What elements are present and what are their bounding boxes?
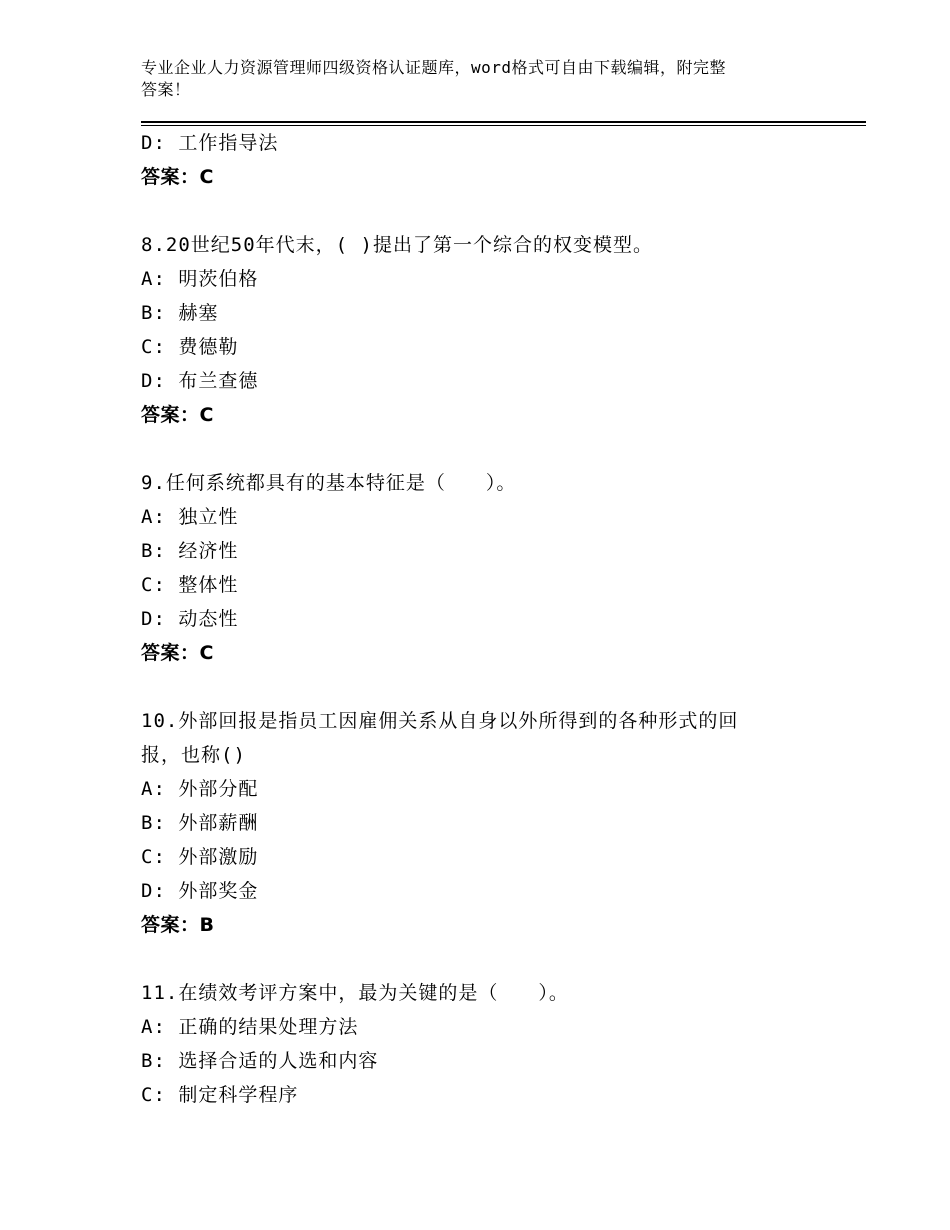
answer-q10: 答案：B	[141, 914, 215, 936]
option-a-q8: A: 明茨伯格	[141, 268, 259, 290]
option-a-q9: A: 独立性	[141, 506, 239, 528]
answer-q7: 答案：C	[141, 166, 214, 188]
answer-q8: 答案：C	[141, 404, 214, 426]
option-c-q9: C: 整体性	[141, 574, 239, 596]
header-title-line-1: 专业企业人力资源管理师四级资格认证题库，word格式可自由下载编辑，附完整	[141, 58, 727, 77]
answer-q9: 答案：C	[141, 642, 214, 664]
option-d-q10: D: 外部奖金	[141, 880, 259, 902]
question-10-line-1: 10.外部回报是指员工因雇佣关系从自身以外所得到的各种形式的回	[141, 710, 739, 732]
document-header	[141, 57, 821, 101]
spacer	[141, 942, 866, 976]
spacer	[141, 194, 866, 228]
option-a-q11: A: 正确的结果处理方法	[141, 1016, 359, 1038]
question-10-line-2: 报，也称()	[141, 744, 246, 766]
question-11: 11.在绩效考评方案中，最为关键的是（ ）。	[141, 982, 569, 1004]
option-d-q8: D: 布兰查德	[141, 370, 259, 392]
option-c-q8: C: 费德勒	[141, 336, 239, 358]
option-b-q9: B: 经济性	[141, 540, 239, 562]
option-c-q10: C: 外部激励	[141, 846, 259, 868]
question-8: 8.20世纪50年代末，( )提出了第一个综合的权变模型。	[141, 234, 653, 256]
option-c-q11: C: 制定科学程序	[141, 1084, 299, 1106]
option-d-q9: D: 动态性	[141, 608, 239, 630]
option-b-q10: B: 外部薪酬	[141, 812, 259, 834]
option-a-q10: A: 外部分配	[141, 778, 259, 800]
option-b-q8: B: 赫塞	[141, 302, 219, 324]
spacer	[141, 670, 866, 704]
header-title-line-2: 答案！	[141, 80, 191, 99]
question-9: 9.任何系统都具有的基本特征是（ ）。	[141, 472, 517, 494]
option-d-q7: D: 工作指导法	[141, 132, 279, 154]
question-list	[141, 126, 866, 1112]
spacer	[141, 432, 866, 466]
option-b-q11: B: 选择合适的人选和内容	[141, 1050, 379, 1072]
